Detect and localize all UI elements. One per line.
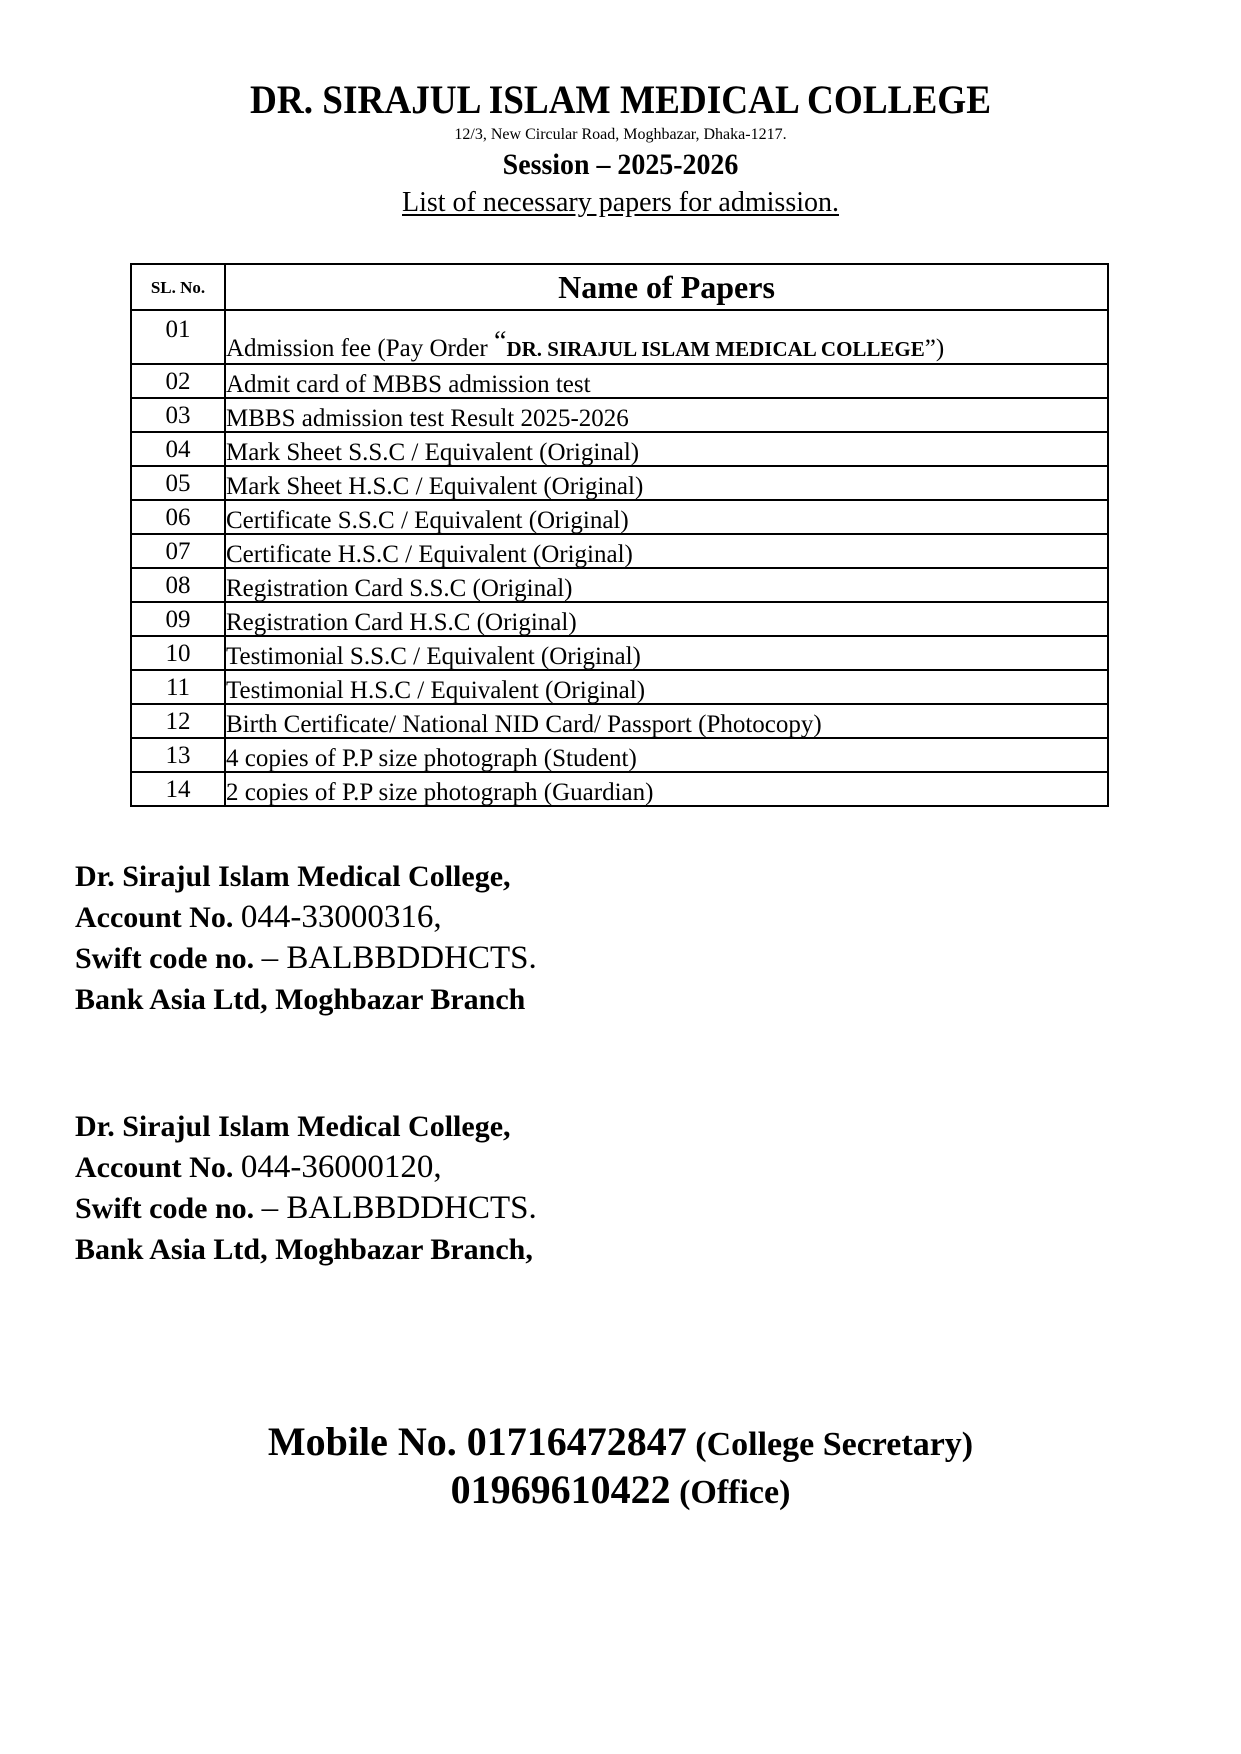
row-sl-no: 05 (131, 466, 225, 500)
row-paper-name (225, 310, 1108, 364)
document-subtitle (0, 187, 1241, 219)
bank-account-block (75, 856, 537, 1020)
table-row (131, 398, 1108, 432)
sl-no-header: SL. No. (131, 264, 225, 310)
table-row (131, 466, 1108, 500)
swift-code-line (75, 938, 537, 979)
college-address: 12/3, New Circular Road, Moghbazar, Dhaka-1217. (454, 126, 787, 143)
swift-code-line (75, 1188, 537, 1229)
account-no-label: Account No. (75, 901, 241, 934)
row-sl-no: 02 (131, 364, 225, 398)
row-paper-name: Registration Card S.S.C (Original) (225, 568, 1108, 602)
name-of-papers-header: Name of Papers (225, 264, 1108, 310)
table-row (131, 738, 1108, 772)
college-title: DR. SIRAJUL ISLAM MEDICAL COLLEGE (249, 77, 992, 122)
account-number: 044-36000120, (240, 1149, 442, 1185)
table-row (131, 364, 1108, 398)
row-sl-no: 11 (131, 670, 225, 704)
contact-line-office (0, 1466, 1241, 1513)
table-row (131, 310, 1108, 364)
mobile-label: Mobile No. (267, 1419, 467, 1464)
table-row (131, 568, 1108, 602)
table-row (131, 772, 1108, 806)
phone-role: (Office) (670, 1474, 791, 1511)
quote-close: ”) (924, 335, 945, 362)
table-header-row (131, 264, 1108, 310)
quote-open: “ (494, 326, 507, 357)
row-sl-no: 14 (131, 772, 225, 806)
phone-number: 01969610422 (450, 1467, 671, 1512)
row-sl-no: 08 (131, 568, 225, 602)
pay-order-payee: DR. SIRAJUL ISLAM MEDICAL COLLEGE (506, 337, 925, 361)
row-sl-no: 07 (131, 534, 225, 568)
phone-role: (College Secretary) (686, 1426, 974, 1463)
account-holder-name: Dr. Sirajul Islam Medical College, (75, 1110, 511, 1143)
swift-code: – BALBBDDHCTS. (261, 1190, 537, 1226)
table-row (131, 534, 1108, 568)
admission-fee-prefix: Admission fee (Pay Order (226, 335, 494, 362)
row-paper-name: 2 copies of P.P size photograph (Guardian) (225, 772, 1108, 806)
swift-code: – BALBBDDHCTS. (261, 940, 537, 976)
bank-branch: Bank Asia Ltd, Moghbazar Branch, (75, 1233, 533, 1266)
row-paper-name: Admit card of MBBS admission test (225, 364, 1108, 398)
row-paper-name: Registration Card H.S.C (Original) (225, 602, 1108, 636)
row-sl-no: 12 (131, 704, 225, 738)
account-holder-name: Dr. Sirajul Islam Medical College, (75, 860, 511, 893)
account-number-line (75, 1147, 537, 1188)
account-number: 044-33000316, (240, 899, 442, 935)
table-row (131, 704, 1108, 738)
row-sl-no: 10 (131, 636, 225, 670)
subtitle-text: List of necessary papers for admission. (402, 187, 839, 218)
row-paper-name: Certificate S.S.C / Equivalent (Original) (225, 500, 1108, 534)
contact-line-secretary (0, 1418, 1241, 1465)
swift-code-label: Swift code no. (75, 1192, 262, 1225)
table-row (131, 602, 1108, 636)
phone-number: 01716472847 (466, 1419, 687, 1464)
swift-code-label: Swift code no. (75, 942, 262, 975)
table-row (131, 636, 1108, 670)
row-sl-no: 01 (131, 310, 225, 364)
bank-account-block (75, 1106, 537, 1270)
table-row (131, 670, 1108, 704)
papers-table (130, 263, 1109, 807)
row-paper-name: Testimonial H.S.C / Equivalent (Original) (225, 670, 1108, 704)
row-sl-no: 06 (131, 500, 225, 534)
row-paper-name: MBBS admission test Result 2025-2026 (225, 398, 1108, 432)
row-paper-name: Mark Sheet S.S.C / Equivalent (Original) (225, 432, 1108, 466)
table-row (131, 500, 1108, 534)
row-sl-no: 09 (131, 602, 225, 636)
bank-branch: Bank Asia Ltd, Moghbazar Branch (75, 983, 526, 1016)
row-paper-name: Birth Certificate/ National NID Card/ Passport (Photocopy) (225, 704, 1108, 738)
account-no-label: Account No. (75, 1151, 241, 1184)
row-paper-name: Certificate H.S.C / Equivalent (Original) (225, 534, 1108, 568)
table-row (131, 432, 1108, 466)
session-label: Session – 2025-2026 (502, 148, 739, 181)
row-paper-name: Mark Sheet H.S.C / Equivalent (Original) (225, 466, 1108, 500)
row-sl-no: 13 (131, 738, 225, 772)
account-number-line (75, 897, 537, 938)
row-paper-name: Testimonial S.S.C / Equivalent (Original) (225, 636, 1108, 670)
row-sl-no: 03 (131, 398, 225, 432)
row-paper-name: 4 copies of P.P size photograph (Student) (225, 738, 1108, 772)
row-sl-no: 04 (131, 432, 225, 466)
